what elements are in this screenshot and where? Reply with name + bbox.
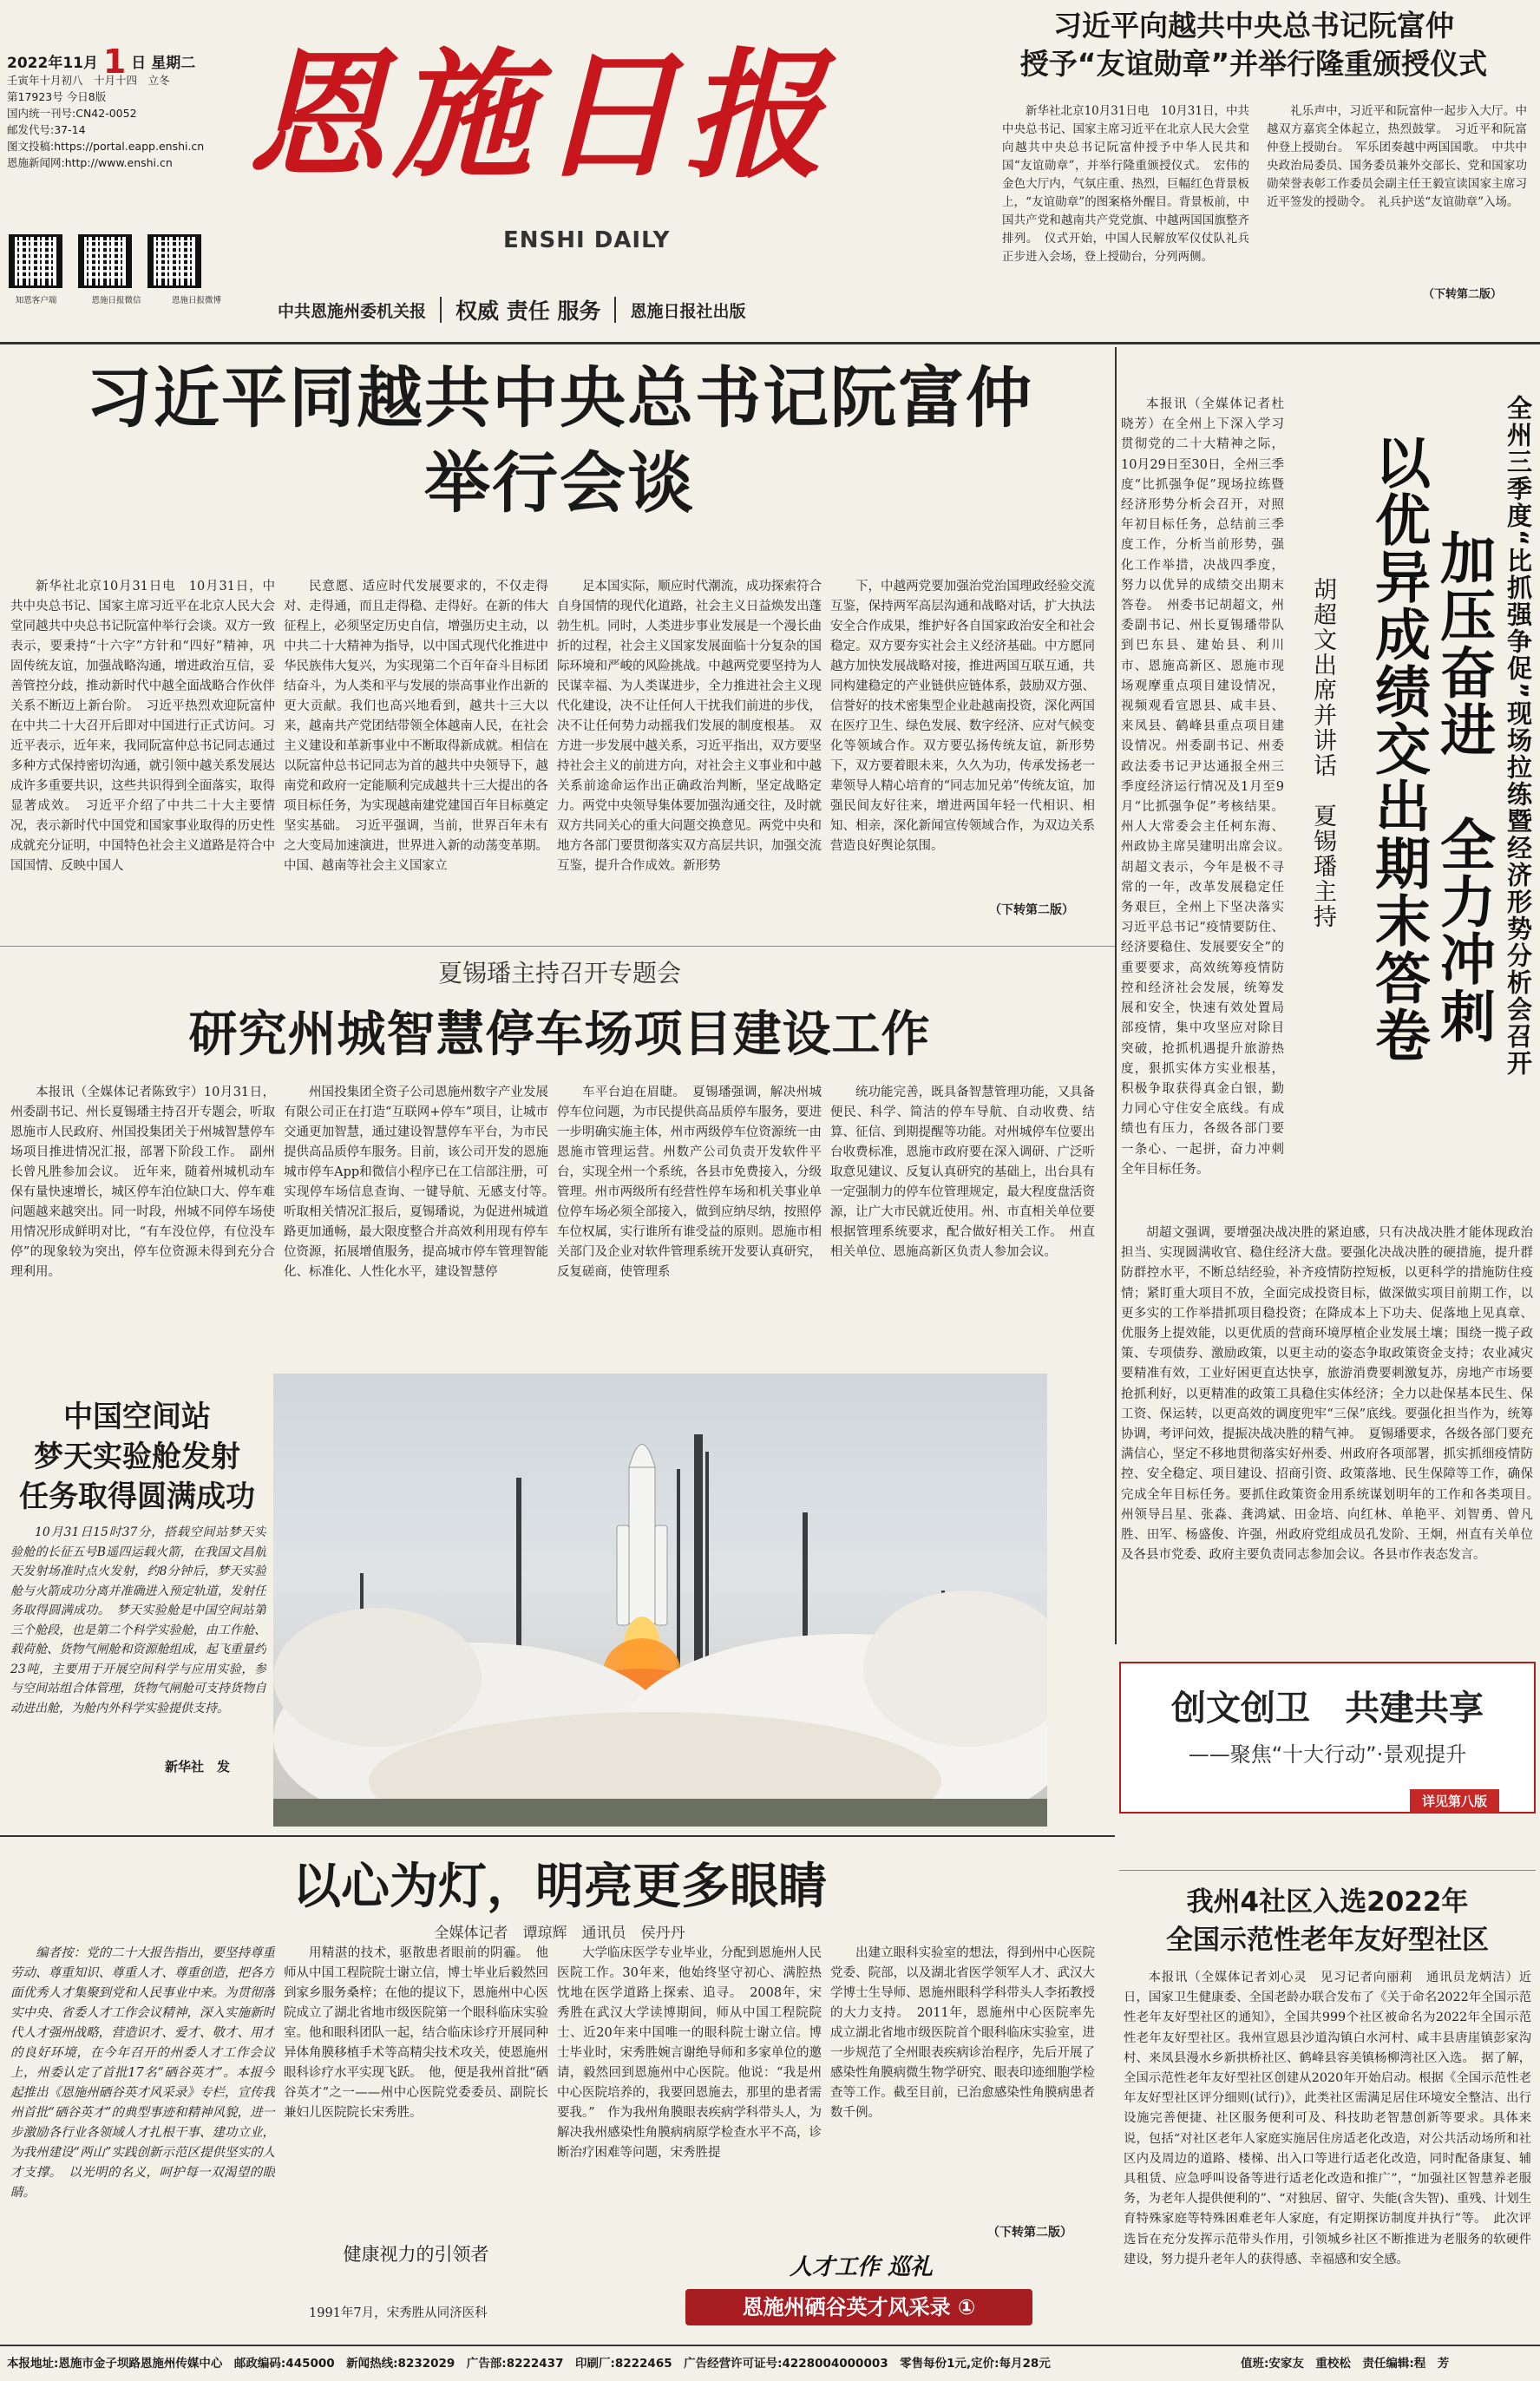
top-story-more: （下转第二版） xyxy=(1423,288,1503,301)
promo-subtitle: ——聚焦“十大行动”·景观提升 xyxy=(1188,1742,1467,1767)
space-body: 10月31日15时37分，搭载空间站梦天实验舱的长征五号B遥四运载火箭，在我国文昌航天发射场准时点火发射，约8分钟后，梦天实验舱与火箭成功分离并准确进入预定轨道，发射任务取得圆满成功。 梦天实验舱是中国空间站第三个舱段，也是第二个科学实验舱，由工作舱、载荷舱、货物气闸舱和资源舱组成，起飞重量约23吨，主要用于开展空间科学与应用实验，参与空间站组合体管理，货物气闸舱可支持货物自动进出舱，为舱内外科学实验提供支持。 xyxy=(10,1525,266,1715)
talent-banner-label: 恩施州硒谷英才风采录 ① xyxy=(685,2289,1032,2325)
qr-code-app-icon xyxy=(9,234,62,288)
heart-byline: 全媒体记者 谭琼辉 通讯员 侯丹丹 xyxy=(434,1925,685,1942)
cn-number: 国内统一刊号:CN42-0052 xyxy=(7,107,137,120)
space-credit: 新华社 发 xyxy=(165,1759,231,1774)
newspaper-title: 恩施日报 xyxy=(247,34,831,197)
parking-title: 研究州城智慧停车场项目建设工作 xyxy=(188,1007,931,1063)
lead-col2: 民意愿、适应时代发展要求的，不仅走得对、走得通，而且走得稳、走得好。在新的伟大征程上，必须坚定历史自信，增强历史主动，以中共二十大精神为指导，以中国式现代化推进中华民族伟大复兴，为实现第二个百年奋斗目标团结奋斗，为人类和平与发展的崇高事业作出新的更大贡献。我们也高兴地看到，越共十三大以来，越南共产党团结带领全体越南人民，在社会主义建设和革新事业中不断取得新成就。相信在以阮富仲总书记同志为首的越共中央领导下，越南党和政府一定能顺利完成越共十三大提出的各项目标任务，为实现越南建党建国百年目标奠定坚实基础。 习近平强调，当前，世界百年未有之大变局加速演进，世界进入新的动荡变革期。中国、越南等社会主义国家立 xyxy=(284,580,548,873)
publisher-label: 恩施日报社出版 xyxy=(630,301,746,321)
promo-tag: 详见第八版 xyxy=(1410,1789,1499,1813)
web-link[interactable]: 恩施新闻网:http://www.enshi.cn xyxy=(7,156,173,169)
heart-more: （下转第二版） xyxy=(987,2226,1072,2240)
space-title: 中国空间站 梦天实验舱发射 任务取得圆满成功 xyxy=(19,1400,255,1514)
promo-box[interactable] xyxy=(1119,1662,1536,1814)
parking-col1: 本报讯（全媒体记者陈致宇）10月31日，州委副书记、州长夏锡璠主持召开专题会，听取恩施市人民政府、州国投集团关于州城智慧停车场项目推进情况汇报，部署下阶段工作。 副州长曾凡胜参加会议。 近年来，随着州城机动车保有量快速增长，城区停车泊位缺口大、停车难问题越来越突出。同一时段，州城不同停车场使用情况形成鲜明对比，“有车没位停，有位没车停”的现象较为突出，停车位资源未得到充分合理利用。 xyxy=(10,1086,275,1279)
heart-col3: 大学临床医学专业毕业，分配到恩施州人民医院工作。30年来，他始终坚守初心、满腔热忱地在医学道路上探索、追寻。 2008年，宋秀胜在武汉大学读博期间，师从中国工程院院士、近20年来中国唯一的眼科院士谢立信。博士毕业时，宋秀胜婉言谢绝导师和多家单位的邀请，毅然回到恩施州中心医院。他说：“我是州中心医院培养的，我要回恩施去，那里的患者需要我。” 作为我州角膜眼表疾病学科带头人，为解决我州感染性角膜病病原学检查水平不高，诊断治疗困难等问题，宋秀胜提 xyxy=(557,1946,822,2160)
rocket xyxy=(617,1445,667,1626)
aged-title: 我州4社区入选2022年 全国示范性老年友好型社区 xyxy=(1166,1886,1489,1956)
issue-date: 2022年11月 1 日 星期二 xyxy=(7,43,196,81)
feature-body-bottom: 胡超文强调，要增强决战决胜的紧迫感，只有决战决胜才能体现政治担当、实现圆满收官、稳住经济大盘。要强化决战决胜的硬措施，提升群防群控水平，不断总结经验，补齐疫情防控短板，以更科学的措施防住疫情；紧盯重大项目不放，全面完成投资目标，做深做实项目前期工作，以更多实的工作举措抓项目稳投资；在降成本上下功夫、促落地上见真章、优服务上提效能，以更优质的营商环境厚植企业发展土壤；围绕一揽子政策、专项债券、激励政策，以更主动的姿态争取政策资金支持；农业减灾要精准有效，工业好困更直达快享，旅游消费要刺激复苏，房地产市场要抢抓利好，以更精准的政策工具稳住实体经济；全力以赴保基本民生、保工资、保运转，以更高效的调度兜牢“三保”底线。要强化担当作为，统筹协调，考评问效，提振决战决胜的精气神。 夏锡璠要求，各级各部门要充满信心，坚定不移地贯彻落实好州委、州政府各项部署，抓实抓细疫情防控、安全稳定、项目建设、招商引资、政策落地、民生保障等工作，确保完成全年目标任务。要抓住政策资金用系统谋划明年的工作和各类项目。 州领导吕星、张淼、龚鸿斌、田金培、向红林、单艳平、刘智勇、曾凡胜、田军、杨盛俊、许强，州政府党组成员孔发阶、王炯，州直有关单位及各县市党委、政府主要负责同志参加会议。各县市作表态发言。 xyxy=(1121,1226,1533,1563)
motto-label: 权威 责任 服务 xyxy=(455,298,601,324)
heart-col2: 用精湛的技术，驱散患者眼前的阴霾。 他师从中国工程院院士谢立信，博士毕业后毅然回到家乡服务桑梓；在他的提议下，恩施州中心医院成立了湖北省地市级医院第一个眼科临床实验室。他和眼科团队一起，结合临床诊疗开展同种异体角膜移植手术等高精尖技术攻关，使恩施州眼科诊疗水平实现飞跃。 他，便是我州首批“硒谷英才”之一——州中心医院党委委员、副院长兼妇儿医院院长宋秀胜。 xyxy=(284,1946,548,2120)
top-story-col2: 礼乐声中，习近平和阮富仲一起步入大厅。中越双方嘉宾全体起立，热烈鼓掌。 习近平和阮富仲登上授勋台。 军乐团奏越中两国国歌。 中共中央政治局委员、国务委员兼外交部长、党和国家功勋荣誉表彰工作委员会副主任王毅宣读国家主席习近平签发的授勋令。 礼兵护送“友谊勋章”入场。 xyxy=(1267,104,1527,209)
heart-subhead: 健康视力的引领者 xyxy=(343,2244,489,2265)
qr-code-weibo-icon xyxy=(147,234,201,288)
organ-label: 中共恩施州委机关报 xyxy=(278,301,427,321)
top-story-title: 习近平向越共中央总书记阮富仲 授予“友谊勋章”并举行隆重颁授仪式 xyxy=(1019,9,1488,81)
top-story-col1: 新华社北京10月31日电 10月31日，中共中央总书记、国家主席习近平在北京人民大会堂向越共中央总书记阮富仲授予中华人民共和国“友谊勋章”，并举行隆重颁授仪式。 宏伟的金色大厅内，气氛庄重、热烈，巨幅红色背景板上，“友谊勋章”的图案格外醒目。背景板前，中国共产党和越南共产党党旗、中越两国国旗整齐排列。 仪式开始，中国人民解放军仪仗队礼兵正步进入会场，登上授勋台，分列两侧。 xyxy=(1002,104,1249,264)
aged-body: 本报讯（全媒体记者刘心灵 见习记者向丽莉 通讯员龙炳洁）近日，国家卫生健康委、全国老龄办联合发布了《关于命名2022年全国示范性老年友好型社区的通知》，全国共999个社区被命名为2022年全国示范性老年友好型社区。我州宣恩县沙道沟镇白水河村、咸丰县唐崖镇彭家沟村、来凤县漫水乡新拱桥社区、鹤峰县容美镇杨柳湾社区入选。 据了解，全国示范性老年友好型社区创建从2020年开始启动。根据《全国示范性老年友好型社区评分细则(试行)》，此类社区需满足居住环境安全整洁、出行设施完善便捷、社区服务便利可及、科技助老智慧创新等要求。具体来说，包括“对社区老年人家庭实施居住房适老化改造，对公共活动场所和社区内及周边的道路、楼梯、出入口等进行适老化改造，同时配备康复、辅具租赁、应急呼叫设备等进行适老化改造和推广”，“加强社区智慧养老服务，为老年人提供便利的”、“对独居、留守、失能(含失智)、重残、计划生育特殊家庭等特殊困难老年人家庭，有定期探访制度并执行”等。 此次评选旨在充分发挥示范带头作用，引领城乡社区不断推进为老服务的软硬件建设，努力提升老年人的获得感、幸福感和安全感。 xyxy=(1124,1971,1531,2266)
qr1-label: 知恩客户端 xyxy=(15,296,57,305)
lead-col4: 下，中越两党要加强治党治国理政经验交流互鉴，保持两军高层沟通和战略对话，扩大执法安全合作成果，维护好各自国家政治安全和社会稳定。双方要夯实社会主义经济基础。中方愿同越方加快发展战略对接，推进两国互联互通，共同构建稳定的产业链供应链体系，鼓励双方强、信誉好的技术密集型企业赴越南投资，深化两国在医疗卫生、绿色发展、数字经济、应对气候变化等领域合作。双方要弘扬传统友谊，新形势下，双方要着眼未来，久久为功，传承发扬老一辈领导人精心培育的“同志加兄弟”传统友谊，加强民间友好往来，增进两国年轻一代相识、相知、相亲，深化新闻宣传领域合作，为双边关系营造良好舆论氛围。 xyxy=(830,580,1095,853)
talent-banner-top: 人才工作 巡礼 xyxy=(790,2254,934,2280)
newspaper-title-en: ENSHI DAILY xyxy=(503,227,671,253)
feature-body-top: 本报讯（全媒体记者杜晓芳）在全州上下深入学习贯彻党的二十大精神之际，10月29日至30日，全州三季度“比抓强争促”现场拉练暨经济形势分析会召开，对照年初目标任务，总结前三季度工作，分析当前形势，强化工作举措，决战四季度，努力以优异的成绩交出期末答卷。 州委书记胡超文，州委副书记、州长夏锡璠带队到巴东县、建始县、利川市、恩施高新区、恩施市现场观摩重点项目建设情况，视频观看宣恩县、咸丰县、来凤县、鹤峰县重点项目建设情况。州委副书记、州委政法委书记尹达通报全州三季度经济运行情况及1月至9月“比抓强争促”考核结果。州人大常委会主任柯东海、州政协主席吴建明出席会议。 胡超文表示，今年是极不寻常的一年，改革发展稳定任务艰巨，全州上下坚决落实习近平总书记“疫情要防住、经济要稳住、发展要安全”的重要要求，高效统筹疫情防控和经济社会发展，统筹发展和安全，快速有效处置局部疫情，集中攻坚应对除目突破，抢抓机遇提升旅游热度，狠抓实体方实业根基，积极争取获得真金白银，勤力同心守住安全底线。有成绩也有压力，各级各部门要一条心、一起拼，奋力冲刺全年目标任务。 xyxy=(1121,397,1284,1177)
heart-col4: 出建立眼科实验室的想法，得到州中心医院党委、院部，以及湖北省医学领军人才、武汉大学博士生导师、恩施州眼科学科带头人李拓教授的大力支持。 2011年，恩施州中心医院率先成立湖北省地市级医院首个眼科临床实验室，进一步规范了全州眼表疾病诊治程序，先后开展了感染性角膜病微生物学研究、眼表印迹细胞学检查等工作。截至目前，已治愈感染性角膜病患者数千例。 xyxy=(830,1946,1095,2120)
heart-col2b: 1991年7月，宋秀胜从同济医科 xyxy=(309,2306,488,2320)
rocket-launch-photo xyxy=(273,1374,1047,1827)
lead-title: 习近平同越共中央总书记阮富仲 举行会谈 xyxy=(86,359,1033,521)
heart-title: 以心为灯，明亮更多眼睛 xyxy=(292,1859,827,1915)
lead-more: （下转第二版） xyxy=(989,903,1074,917)
parking-col2: 州国投集团全资子公司恩施州数字产业发展有限公司正在打造“互联网+停车”项目，让城市交通更加智慧，通过建设智慧停车平台，为市民提供高品质停车服务。目前，该公司开发的恩施城市停车App和微信小程序已在工信部注册，可实现停车场信息查询、一键导航、无感支付等。 听取相关情况汇报后，夏锡璠说，为促进州城道路更加通畅，最大限度整合并高效利用现有停车位资源，拓展增值服务，提高城市停车管理智能化、标准化、人性化水平，建设智慧停 xyxy=(284,1086,548,1279)
qr-code-wechat-icon xyxy=(78,234,132,288)
parking-col3: 车平台迫在眉睫。 夏锡璠强调，解决州城停车位问题，为市民提供高品质停车服务，要进一步明确实施主体，州市两级停车位资源统一由恩施市管理运营。州数产公司负责开发软件平台，实现全州一个系统，各县市免费接入，分级管理。州市两级所有经营性停车场和机关事业单位停车场必须全部接入，做到应纳尽纳，按照停车位权属，实行谁所有谁受益的原则。恩施市相关部门及企业对软件管理系统开发要认真研究，反复磋商，使管理系 xyxy=(557,1086,822,1279)
post-code: 邮发代号:37-14 xyxy=(7,123,86,136)
talent-banner xyxy=(685,2247,1102,2338)
promo-title: 创文创卫 共建共享 xyxy=(1171,1689,1484,1728)
feature-title-a: 加压奋进 全力冲刺 xyxy=(1431,529,1495,1045)
portal-link[interactable]: 图文投稿:https://portal.eapp.enshi.cn xyxy=(7,140,205,153)
rocket-launch-illustration xyxy=(273,1374,1047,1827)
footer-editors: 值班:安家友 重校松 责任编辑:程 芳 xyxy=(1241,2357,1450,2371)
feature-kicker: 全州三季度“比抓强争促”现场拉练暨经济形势分析会召开 xyxy=(1504,395,1533,1078)
lead-col3: 足本国实际，顺应时代潮流，成功探索符合自身国情的现代化道路，社会主义日益焕发出蓬勃生机。同时，人类进步事业发展是一个漫长曲折的过程，社会主义国家发展面临十分复杂的国际环境和严峻的风险挑战。中越两党要坚持为人民谋幸福、为人类谋进步，全力推进社会主义现代化建设，决不让任何人干扰我们前进的步伐，决不让任何势力动摇我们发展的制度根基。 双方进一步发展中越关系，习近平指出，双方要坚持社会主义的前进方向，对社会主义事业和中越关系前途命运作出正确政治判断，坚定战略定力。两党中央领导集体要加强沟通交往，及时就双方共同关心的重大问题交换意见。两党中央和地方各部门要贯彻落实双方高层共识，加强交流互鉴，提升合作成效。新形势 xyxy=(557,580,822,873)
feature-byline: 胡超文出席并讲话 夏锡璠主持 xyxy=(1309,577,1336,929)
heart-intro: 编者按：党的二十大报告指出，要坚持尊重劳动、尊重知识、尊重人才、尊重创造，把各方面优秀人才集聚到党和人民事业中来。为贯彻落实中央、省委人才工作会议精神，深入实施新时代人才强州战略，营造识才、爱才、敬才、用才的良好环境，在今年召开的州委人才工作会议上，州委认定了首批17名“硒谷英才”。本报今起推出《恩施州硒谷英才风采录》专栏，宣传我州首批“硒谷英才”的典型事迹和精神风貌，进一步激励各行业各领域人才扎根干事、建功立业，为我州建设“两山”实践创新示范区提供坚实的人才支撑。 以光明的名义，呵护每一双渴望的眼睛。 xyxy=(10,1946,275,2200)
qr3-label: 恩施日报微博 xyxy=(171,296,221,305)
lead-col1: 新华社北京10月31日电 10月31日，中共中央总书记、国家主席习近平在北京人民大会堂同越共中央总书记阮富仲举行会谈。双方一致表示，要秉持“十六字”方针和“四好”精神，巩固传统友谊，加强战略沟通，增进政治互信，妥善管控分歧，推动新时代中越全面战略合作伙伴关系不断迈上新台阶。 习近平热烈欢迎阮富仲在中共二十大召开后即对中国进行正式访问。习近平表示，近年来，我同阮富仲总书记同志通过多种方式保持密切沟通，就引领中越关系发展达成许多重要共识，这些共识得到全面落实，取得显著成效。 习近平介绍了中共二十大主要情况，表示新时代中国党和国家事业取得的历史性成就充分证明，中国特色社会主义道路是符合中国国情、反映中国人 xyxy=(10,580,275,873)
parking-col4: 统功能完善，既具备智慧管理功能，又具备便民、科学、简洁的停车导航、自动收费、结算、征信、到期提醒等功能。对州城停车位要出台收费标准，恩施市政府要在深入调研、广泛听取意见建议、反复认真研究的基础上，出台具有一定强制力的停车位管理规定，最大程度盘活资源，让广大市民就近使用。州、市直相关单位要根据管理系统要求，配合做好相关工作。 州直相关单位、恩施高新区负责人参加会议。 xyxy=(830,1086,1095,1259)
feature-title-b: 以优异成绩交出期末答卷 xyxy=(1366,434,1430,1064)
qr2-label: 恩施日报微信 xyxy=(91,296,141,305)
issue-number: 第17923号 今日8版 xyxy=(7,90,107,103)
lunar-date: 壬寅年十月初八 十月十四 立冬 xyxy=(7,74,170,87)
footer-info: 本报地址:恩施市金子坝路恩施州传媒中心 邮政编码:445000 新闻热线:8232029 广告部:8222437 印刷厂:8222465 广告经营许可证号:4228004000003 零售每份1元,定价:每月28元 xyxy=(7,2357,1051,2371)
parking-kicker: 夏锡璠主持召开专题会 xyxy=(437,959,681,987)
